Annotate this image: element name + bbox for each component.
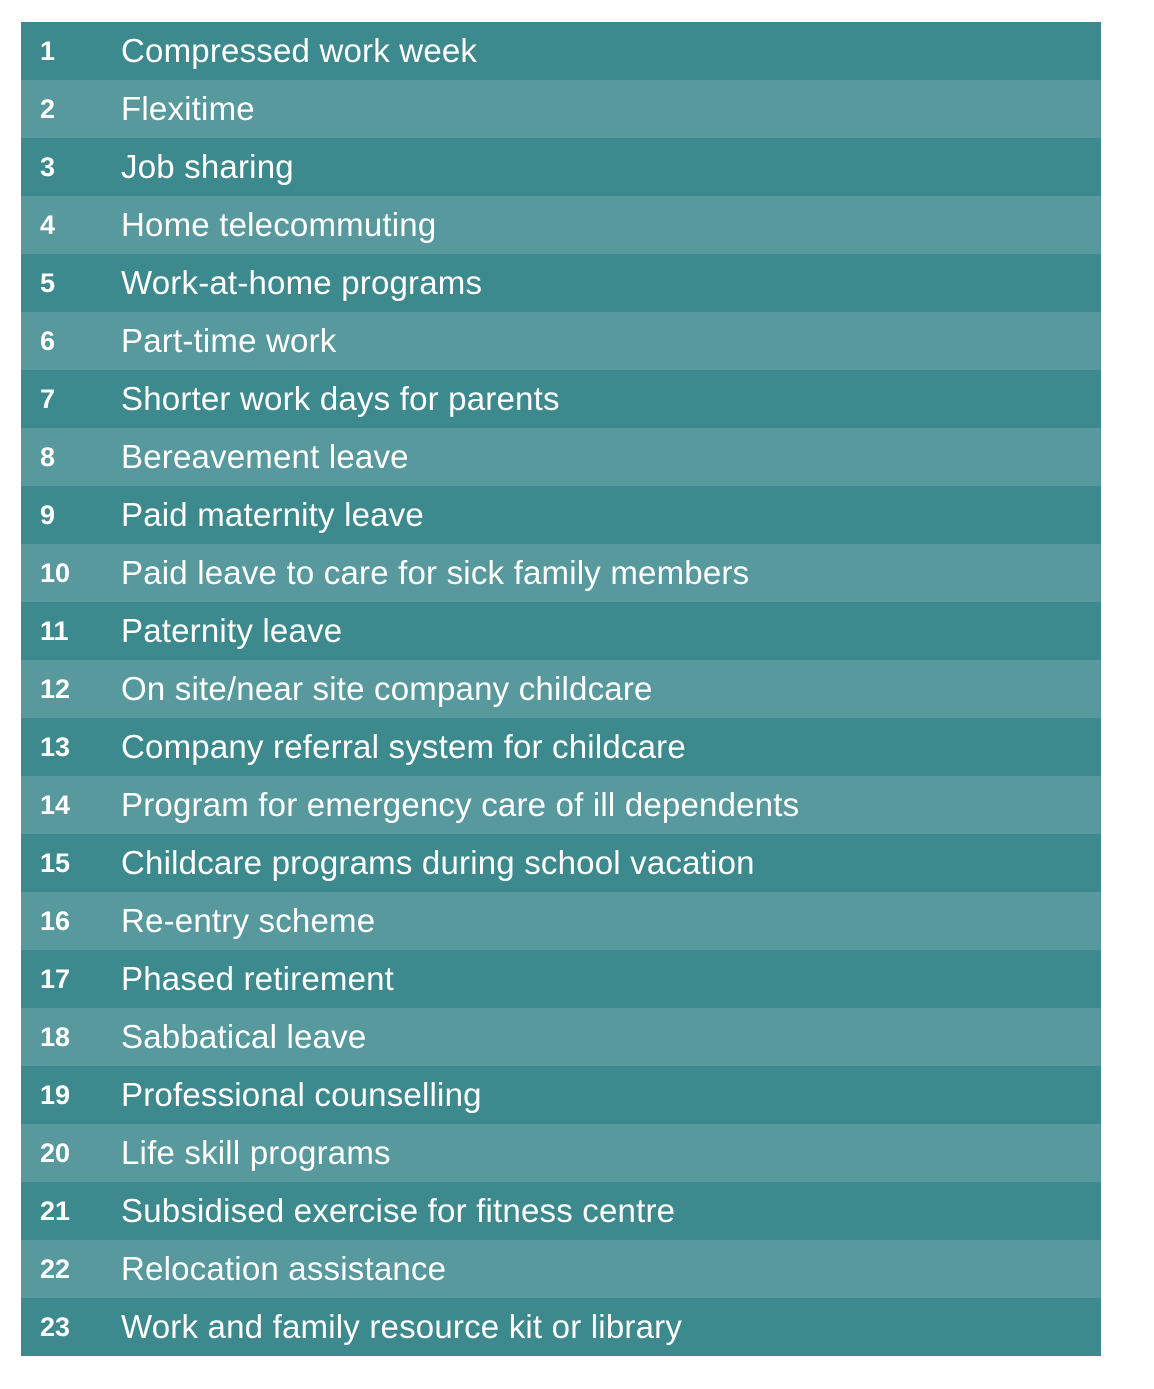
table-row bbox=[21, 660, 1101, 718]
row-number: 5 bbox=[40, 267, 56, 298]
benefits-table bbox=[21, 22, 1101, 1356]
table-row bbox=[21, 1182, 1101, 1240]
row-label: Life skill programs bbox=[121, 1134, 391, 1171]
row-label: Paid leave to care for sick family members bbox=[121, 554, 750, 591]
table-row bbox=[21, 718, 1101, 776]
row-label: Relocation assistance bbox=[121, 1250, 447, 1287]
row-label: Flexitime bbox=[121, 90, 255, 127]
row-number: 11 bbox=[40, 615, 69, 646]
row-number: 16 bbox=[40, 905, 71, 936]
row-number: 23 bbox=[40, 1311, 71, 1342]
row-label: Paid maternity leave bbox=[121, 496, 424, 533]
row-label: Work-at-home programs bbox=[121, 264, 483, 301]
table-row bbox=[21, 1240, 1101, 1298]
table-row bbox=[21, 80, 1101, 138]
row-label: Compressed work week bbox=[121, 32, 478, 69]
row-number: 14 bbox=[40, 789, 71, 820]
table-row bbox=[21, 138, 1101, 196]
table-row bbox=[21, 1298, 1101, 1356]
row-label: Bereavement leave bbox=[121, 438, 409, 475]
row-number: 9 bbox=[40, 499, 56, 530]
table-row bbox=[21, 486, 1101, 544]
row-number: 1 bbox=[40, 35, 56, 66]
table-row bbox=[21, 312, 1101, 370]
row-number: 15 bbox=[40, 847, 71, 878]
table-row bbox=[21, 544, 1101, 602]
row-number: 12 bbox=[40, 673, 71, 704]
row-label: Job sharing bbox=[121, 148, 294, 185]
row-number: 6 bbox=[40, 325, 56, 356]
row-label: Paternity leave bbox=[121, 612, 343, 649]
table-row bbox=[21, 254, 1101, 312]
table-row bbox=[21, 1008, 1101, 1066]
row-label: Childcare programs during school vacation bbox=[121, 844, 755, 881]
table-row bbox=[21, 834, 1101, 892]
row-number: 10 bbox=[40, 557, 71, 588]
row-number: 8 bbox=[40, 441, 56, 472]
row-number: 2 bbox=[40, 93, 56, 124]
row-number: 21 bbox=[40, 1195, 71, 1226]
table-row bbox=[21, 196, 1101, 254]
row-label: Professional counselling bbox=[121, 1076, 482, 1113]
row-label: Subsidised exercise for fitness centre bbox=[121, 1192, 676, 1229]
row-number: 20 bbox=[40, 1137, 71, 1168]
row-label: Part-time work bbox=[121, 322, 337, 359]
row-label: Re-entry scheme bbox=[121, 902, 376, 939]
row-number: 18 bbox=[40, 1021, 71, 1052]
row-label: Phased retirement bbox=[121, 960, 395, 997]
row-label: Program for emergency care of ill dependents bbox=[121, 786, 800, 823]
row-number: 3 bbox=[40, 151, 56, 182]
table-row bbox=[21, 950, 1101, 1008]
table-row bbox=[21, 370, 1101, 428]
table-row bbox=[21, 892, 1101, 950]
row-number: 22 bbox=[40, 1253, 71, 1284]
row-label: On site/near site company childcare bbox=[121, 670, 653, 707]
row-label: Work and family resource kit or library bbox=[121, 1308, 683, 1345]
table-row bbox=[21, 1066, 1101, 1124]
table-row bbox=[21, 22, 1101, 80]
row-number: 17 bbox=[40, 963, 71, 994]
table-row bbox=[21, 776, 1101, 834]
row-number: 13 bbox=[40, 731, 71, 762]
row-label: Shorter work days for parents bbox=[121, 380, 560, 417]
row-label: Home telecommuting bbox=[121, 206, 437, 243]
table-row bbox=[21, 602, 1101, 660]
table-row bbox=[21, 428, 1101, 486]
row-label: Sabbatical leave bbox=[121, 1018, 367, 1055]
row-number: 4 bbox=[40, 209, 56, 240]
row-number: 7 bbox=[40, 383, 56, 414]
row-number: 19 bbox=[40, 1079, 71, 1110]
table-row bbox=[21, 1124, 1101, 1182]
row-label: Company referral system for childcare bbox=[121, 728, 686, 765]
